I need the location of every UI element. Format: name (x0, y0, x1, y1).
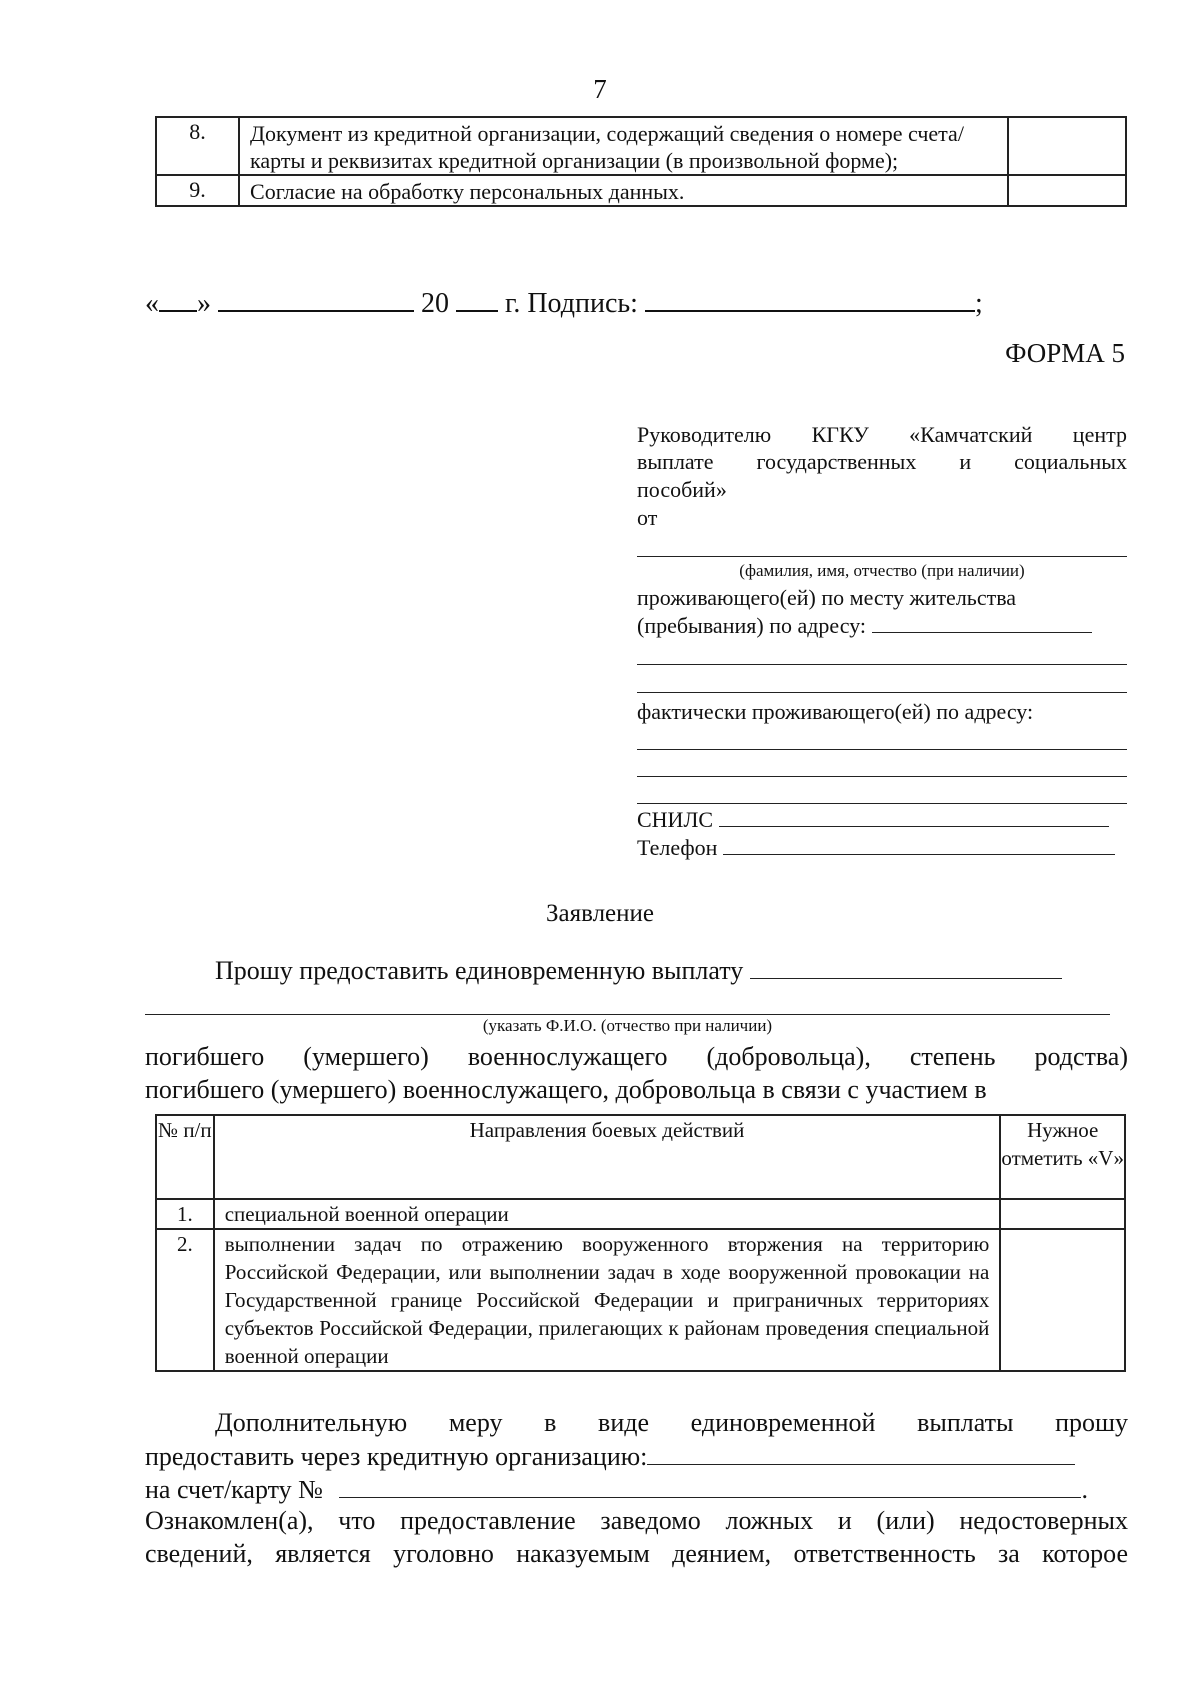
row-number: 8. (156, 117, 239, 175)
row-number: 2. (156, 1229, 214, 1371)
payment-line-3-end: . (1081, 1475, 1088, 1504)
actual-address-field-1[interactable] (637, 749, 1127, 750)
addressee-line-1: Руководителю КГКУ «Камчатский центр (637, 422, 1127, 447)
signature-field[interactable] (645, 286, 975, 312)
table-header-row (156, 1115, 1125, 1199)
row-mark-cell[interactable] (1000, 1229, 1125, 1371)
payment-line-5: сведений, является уголовно наказуемым деянием, ответственность за которое (145, 1539, 1128, 1568)
table-row (156, 117, 1126, 175)
addressee-line-3: пособий» (637, 477, 727, 502)
residence-label-2-text: (пребывания) по адресу: (637, 613, 867, 638)
deceased-name-field[interactable] (750, 954, 1062, 979)
day-field[interactable] (159, 286, 197, 312)
payment-line-2-text: предоставить через кредитную организацию: (145, 1442, 648, 1471)
snils-field[interactable] (719, 806, 1109, 827)
table-row (156, 175, 1126, 206)
form-label: ФОРМА 5 (1005, 338, 1125, 368)
row-direction: выполнении задач по отражению вооруженного вторжения на территорию Российской Федерации, или выполнении задач в ходе вооруженной провокации на Государственной границе Российской Федерации и приграничных территориях субъектов Российской Федерации, прилегающих к районам проведения специальной военной операции (214, 1229, 1001, 1371)
residence-address-field[interactable] (872, 612, 1092, 633)
payment-line-3-text: на счет/карту № (145, 1475, 323, 1504)
snils-label: СНИЛС (637, 807, 714, 832)
residence-address-field-2[interactable] (637, 664, 1127, 665)
row-text: Документ из кредитной организации, содержащий сведения о номере счета/карты и реквизитах кредитной организации (в произвольной форме); (239, 117, 1008, 175)
row-text: Согласие на обработку персональных данных. (239, 175, 1008, 206)
payment-line-3 (145, 1473, 1128, 1505)
residence-address-field-3[interactable] (637, 692, 1127, 693)
close-quote: » (197, 288, 211, 319)
statement-title: Заявление (545, 900, 655, 927)
header-num: № п/п (156, 1115, 214, 1199)
line-end: ; (974, 288, 983, 319)
documents-table (155, 116, 1127, 207)
request-caption: (указать Ф.И.О. (отчество при наличии) (482, 1016, 773, 1035)
payment-line-1-text: Дополнительную меру в виде единовременной выплаты прошу (215, 1408, 1128, 1437)
actual-address-label: фактически проживающего(ей) по адресу: (637, 699, 1034, 724)
row-direction: специальной военной операции (214, 1199, 1001, 1229)
residence-label-2 (637, 612, 1127, 640)
date-signature-line (145, 286, 1045, 320)
addressee-line-2: выплате государственных и социальных (637, 449, 1127, 474)
table-row (156, 1229, 1125, 1371)
phone-field[interactable] (723, 834, 1115, 855)
year-prefix: 20 (421, 288, 449, 319)
residence-label-1: проживающего(ей) по месту жительства (637, 585, 1017, 610)
name-caption: (фамилия, имя, отчество (при наличии) (739, 561, 1025, 580)
row-number: 9. (156, 175, 239, 206)
deceased-name-field-2[interactable] (145, 1014, 1110, 1015)
payment-line-2 (145, 1440, 1128, 1472)
snils-row (637, 806, 1127, 834)
row-check-cell[interactable] (1008, 117, 1126, 175)
phone-label: Телефон (637, 835, 718, 860)
phone-row (637, 834, 1127, 862)
directions-table (155, 1114, 1126, 1372)
row-number: 1. (156, 1199, 214, 1229)
actual-address-field-2[interactable] (637, 776, 1127, 777)
account-number-field[interactable] (339, 1473, 1081, 1498)
bank-name-field[interactable] (647, 1440, 1075, 1465)
table-row (156, 1199, 1125, 1229)
open-quote: « (145, 288, 159, 319)
payment-line-1 (145, 1408, 1128, 1438)
page-number: 7 (593, 74, 607, 104)
request-line-1-text: Прошу предоставить единовременную выплату (215, 956, 744, 985)
request-line-2: погибшего (умершего) военнослужащего (добровольца), степень родства) (145, 1042, 1128, 1071)
header-direction: Направления боевых действий (214, 1115, 1001, 1199)
header-mark: Нужное отметить «V» (1000, 1115, 1125, 1199)
payment-line-4: Ознакомлен(а), что предоставление заведомо ложных и (или) недостоверных (145, 1506, 1128, 1535)
request-line-3: погибшего (умершего) военнослужащего, добровольца в связи с участием в (145, 1075, 987, 1104)
from-label: от (637, 505, 658, 530)
request-line-1 (145, 954, 1128, 986)
month-field[interactable] (218, 286, 414, 312)
year-field[interactable] (456, 286, 498, 312)
row-mark-cell[interactable] (1000, 1199, 1125, 1229)
actual-address-field-3[interactable] (637, 803, 1127, 804)
signature-label: г. Подпись: (505, 288, 638, 319)
row-check-cell[interactable] (1008, 175, 1126, 206)
